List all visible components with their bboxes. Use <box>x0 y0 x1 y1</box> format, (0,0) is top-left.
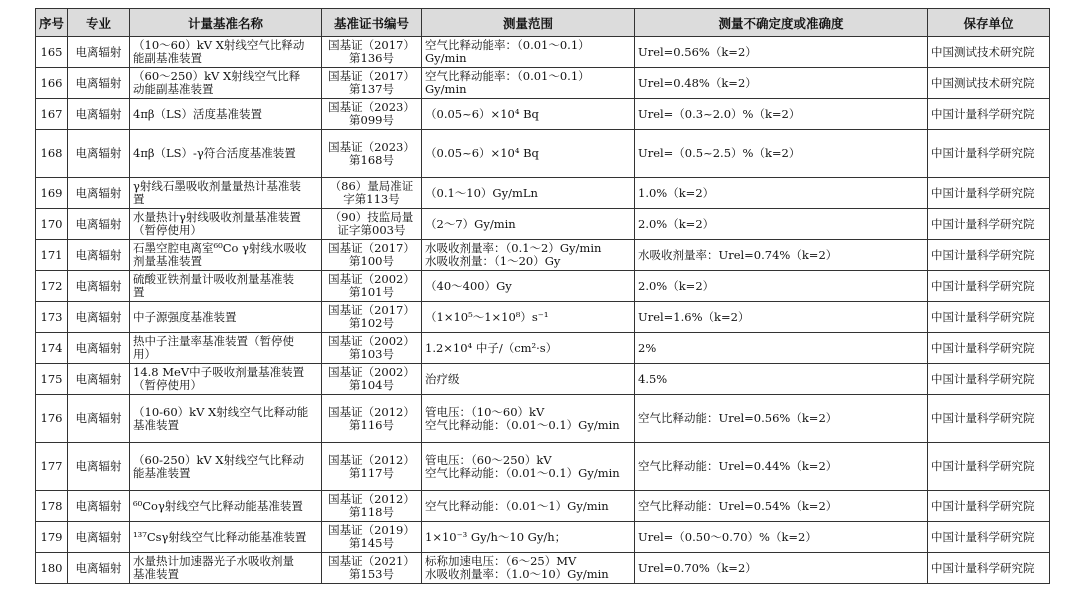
cell-field: 电离辐射 <box>68 240 130 271</box>
cell-uncertainty: 2% <box>635 333 928 364</box>
cell-name: 14.8 MeV中子吸收剂量基准装置 （暂停使用） <box>130 364 322 395</box>
cell-cert: 国基证（2017） 第136号 <box>322 37 422 68</box>
cell-range: 空气比释动能：（0.01～1）Gy/min <box>422 491 635 522</box>
cell-cert: 国基证（2021） 第153号 <box>322 553 422 584</box>
cell-name: ¹³⁷Csγ射线空气比释动能基准装置 <box>130 522 322 553</box>
table-row <box>36 302 1050 333</box>
cell-uncertainty: 空气比释动能：Urel=0.54%（k=2） <box>635 491 928 522</box>
cell-cert: 国基证（2002） 第103号 <box>322 333 422 364</box>
cell-name: 硫酸亚铁剂量计吸收剂量基准装 置 <box>130 271 322 302</box>
table-row <box>36 178 1050 209</box>
table-row <box>36 553 1050 584</box>
cell-cert: 国基证（2012） 第117号 <box>322 443 422 491</box>
cell-no: 169 <box>36 178 68 209</box>
cell-field: 电离辐射 <box>68 130 130 178</box>
cell-unit: 中国计量科学研究院 <box>928 364 1050 395</box>
cell-field: 电离辐射 <box>68 99 130 130</box>
cell-field: 电离辐射 <box>68 37 130 68</box>
cell-no: 167 <box>36 99 68 130</box>
cell-no: 179 <box>36 522 68 553</box>
cell-range: （1×10⁵～1×10⁸）s⁻¹ <box>422 302 635 333</box>
cell-field: 电离辐射 <box>68 209 130 240</box>
cell-name: 水量热计加速器光子水吸收剂量 基准装置 <box>130 553 322 584</box>
cell-uncertainty: 空气比释动能：Urel=0.44%（k=2） <box>635 443 928 491</box>
cell-uncertainty: 空气比释动能：Urel=0.56%（k=2） <box>635 395 928 443</box>
cell-unit: 中国计量科学研究院 <box>928 443 1050 491</box>
standards-table-container <box>35 8 1049 584</box>
cell-no: 177 <box>36 443 68 491</box>
header-uncertainty: 测量不确定度或准确度 <box>635 9 928 37</box>
cell-cert: 国基证（2023） 第099号 <box>322 99 422 130</box>
cell-name: （60-250）kV X射线空气比释动 能基准装置 <box>130 443 322 491</box>
table-row <box>36 491 1050 522</box>
cell-no: 174 <box>36 333 68 364</box>
table-row <box>36 209 1050 240</box>
cell-no: 178 <box>36 491 68 522</box>
table-row <box>36 130 1050 178</box>
cell-no: 165 <box>36 37 68 68</box>
cell-unit: 中国计量科学研究院 <box>928 302 1050 333</box>
cell-field: 电离辐射 <box>68 522 130 553</box>
cell-no: 173 <box>36 302 68 333</box>
cell-uncertainty: 1.0%（k=2） <box>635 178 928 209</box>
cell-range: 治疗级 <box>422 364 635 395</box>
cell-unit: 中国计量科学研究院 <box>928 271 1050 302</box>
cell-field: 电离辐射 <box>68 395 130 443</box>
cell-cert: 国基证（2002） 第104号 <box>322 364 422 395</box>
cell-range: 空气比释动能率：（0.01～0.1） Gy/min <box>422 68 635 99</box>
cell-range: 管电压：（10～60）kV 空气比释动能：（0.01～0.1）Gy/min <box>422 395 635 443</box>
cell-name: 水量热计γ射线吸收剂量基准装置 （暂停使用） <box>130 209 322 240</box>
cell-cert: 国基证（2002） 第101号 <box>322 271 422 302</box>
cell-cert: 国基证（2017） 第102号 <box>322 302 422 333</box>
table-row <box>36 333 1050 364</box>
cell-range: 标称加速电压：（6～25）MV 水吸收剂量率：（1.0～10）Gy/min <box>422 553 635 584</box>
cell-uncertainty: 2.0%（k=2） <box>635 271 928 302</box>
cell-unit: 中国计量科学研究院 <box>928 240 1050 271</box>
cell-no: 180 <box>36 553 68 584</box>
cell-range: （2～7）Gy/min <box>422 209 635 240</box>
cell-no: 166 <box>36 68 68 99</box>
cell-field: 电离辐射 <box>68 68 130 99</box>
cell-uncertainty: Urel=1.6%（k=2） <box>635 302 928 333</box>
cell-cert: 国基证（2023） 第168号 <box>322 130 422 178</box>
cell-unit: 中国计量科学研究院 <box>928 333 1050 364</box>
cell-name: 4πβ（LS）活度基准装置 <box>130 99 322 130</box>
cell-no: 175 <box>36 364 68 395</box>
cell-unit: 中国计量科学研究院 <box>928 491 1050 522</box>
cell-field: 电离辐射 <box>68 302 130 333</box>
cell-uncertainty: 水吸收剂量率：Urel=0.74%（k=2） <box>635 240 928 271</box>
cell-uncertainty: Urel=0.48%（k=2） <box>635 68 928 99</box>
cell-uncertainty: Urel=0.70%（k=2） <box>635 553 928 584</box>
cell-unit: 中国计量科学研究院 <box>928 99 1050 130</box>
header-cert: 基准证书编号 <box>322 9 422 37</box>
cell-name: 中子源强度基准装置 <box>130 302 322 333</box>
cell-unit: 中国计量科学研究院 <box>928 178 1050 209</box>
cell-field: 电离辐射 <box>68 491 130 522</box>
cell-unit: 中国计量科学研究院 <box>928 522 1050 553</box>
cell-cert: （86）量局准证 字第113号 <box>322 178 422 209</box>
cell-range: （40～400）Gy <box>422 271 635 302</box>
cell-uncertainty: 2.0%（k=2） <box>635 209 928 240</box>
cell-field: 电离辐射 <box>68 553 130 584</box>
cell-range: 1.2×10⁴ 中子/（cm²·s） <box>422 333 635 364</box>
cell-range: （0.05~6）×10⁴ Bq <box>422 99 635 130</box>
cell-unit: 中国计量科学研究院 <box>928 130 1050 178</box>
cell-cert: 国基证（2017） 第137号 <box>322 68 422 99</box>
header-unit: 保存单位 <box>928 9 1050 37</box>
cell-name: 热中子注量率基准装置（暂停使 用） <box>130 333 322 364</box>
cell-range: 空气比释动能率：（0.01～0.1） Gy/min <box>422 37 635 68</box>
header-name: 计量基准名称 <box>130 9 322 37</box>
cell-no: 172 <box>36 271 68 302</box>
cell-field: 电离辐射 <box>68 333 130 364</box>
cell-cert: 国基证（2012） 第118号 <box>322 491 422 522</box>
cell-name: 石墨空腔电离室⁶⁰Co γ射线水吸收 剂量基准装置 <box>130 240 322 271</box>
cell-field: 电离辐射 <box>68 364 130 395</box>
cell-name: （60～250）kV X射线空气比释 动能副基准装置 <box>130 68 322 99</box>
header-no: 序号 <box>36 9 68 37</box>
cell-uncertainty: Urel=（0.5~2.5）%（k=2） <box>635 130 928 178</box>
cell-range: 水吸收剂量率：（0.1～2）Gy/min 水吸收剂量：（1～20）Gy <box>422 240 635 271</box>
cell-no: 168 <box>36 130 68 178</box>
cell-range: 管电压：（60～250）kV 空气比释动能：（0.01～0.1）Gy/min <box>422 443 635 491</box>
cell-cert: 国基证（2017） 第100号 <box>322 240 422 271</box>
cell-cert: （90）技监局量 证字第003号 <box>322 209 422 240</box>
cell-unit: 中国计量科学研究院 <box>928 553 1050 584</box>
cell-uncertainty: Urel=0.56%（k=2） <box>635 37 928 68</box>
table-row <box>36 271 1050 302</box>
cell-field: 电离辐射 <box>68 178 130 209</box>
cell-no: 176 <box>36 395 68 443</box>
standards-table <box>35 8 1050 584</box>
cell-name: ⁶⁰Coγ射线空气比释动能基准装置 <box>130 491 322 522</box>
header-field: 专业 <box>68 9 130 37</box>
cell-field: 电离辐射 <box>68 443 130 491</box>
table-body <box>36 37 1050 584</box>
cell-name: （10～60）kV X射线空气比释动 能副基准装置 <box>130 37 322 68</box>
cell-uncertainty: Urel=（0.50～0.70）%（k=2） <box>635 522 928 553</box>
cell-range: （0.05~6）×10⁴ Bq <box>422 130 635 178</box>
table-row <box>36 68 1050 99</box>
table-row <box>36 240 1050 271</box>
cell-unit: 中国计量科学研究院 <box>928 395 1050 443</box>
cell-name: γ射线石墨吸收剂量量热计基准装 置 <box>130 178 322 209</box>
table-row <box>36 99 1050 130</box>
table-row <box>36 522 1050 553</box>
table-row <box>36 364 1050 395</box>
cell-uncertainty: Urel=（0.3~2.0）%（k=2） <box>635 99 928 130</box>
cell-uncertainty: 4.5% <box>635 364 928 395</box>
header-range: 测量范围 <box>422 9 635 37</box>
cell-unit: 中国计量科学研究院 <box>928 209 1050 240</box>
cell-cert: 国基证（2012） 第116号 <box>322 395 422 443</box>
table-row <box>36 443 1050 491</box>
cell-unit: 中国测试技术研究院 <box>928 68 1050 99</box>
cell-name: （10-60）kV X射线空气比释动能 基准装置 <box>130 395 322 443</box>
table-row <box>36 37 1050 68</box>
cell-cert: 国基证（2019） 第145号 <box>322 522 422 553</box>
cell-unit: 中国测试技术研究院 <box>928 37 1050 68</box>
cell-name: 4πβ（LS）-γ符合活度基准装置 <box>130 130 322 178</box>
cell-range: （0.1～10）Gy/mLn <box>422 178 635 209</box>
cell-no: 171 <box>36 240 68 271</box>
cell-range: 1×10⁻³ Gy/h～10 Gy/h； <box>422 522 635 553</box>
table-header-row <box>36 9 1050 37</box>
table-row <box>36 395 1050 443</box>
cell-field: 电离辐射 <box>68 271 130 302</box>
cell-no: 170 <box>36 209 68 240</box>
